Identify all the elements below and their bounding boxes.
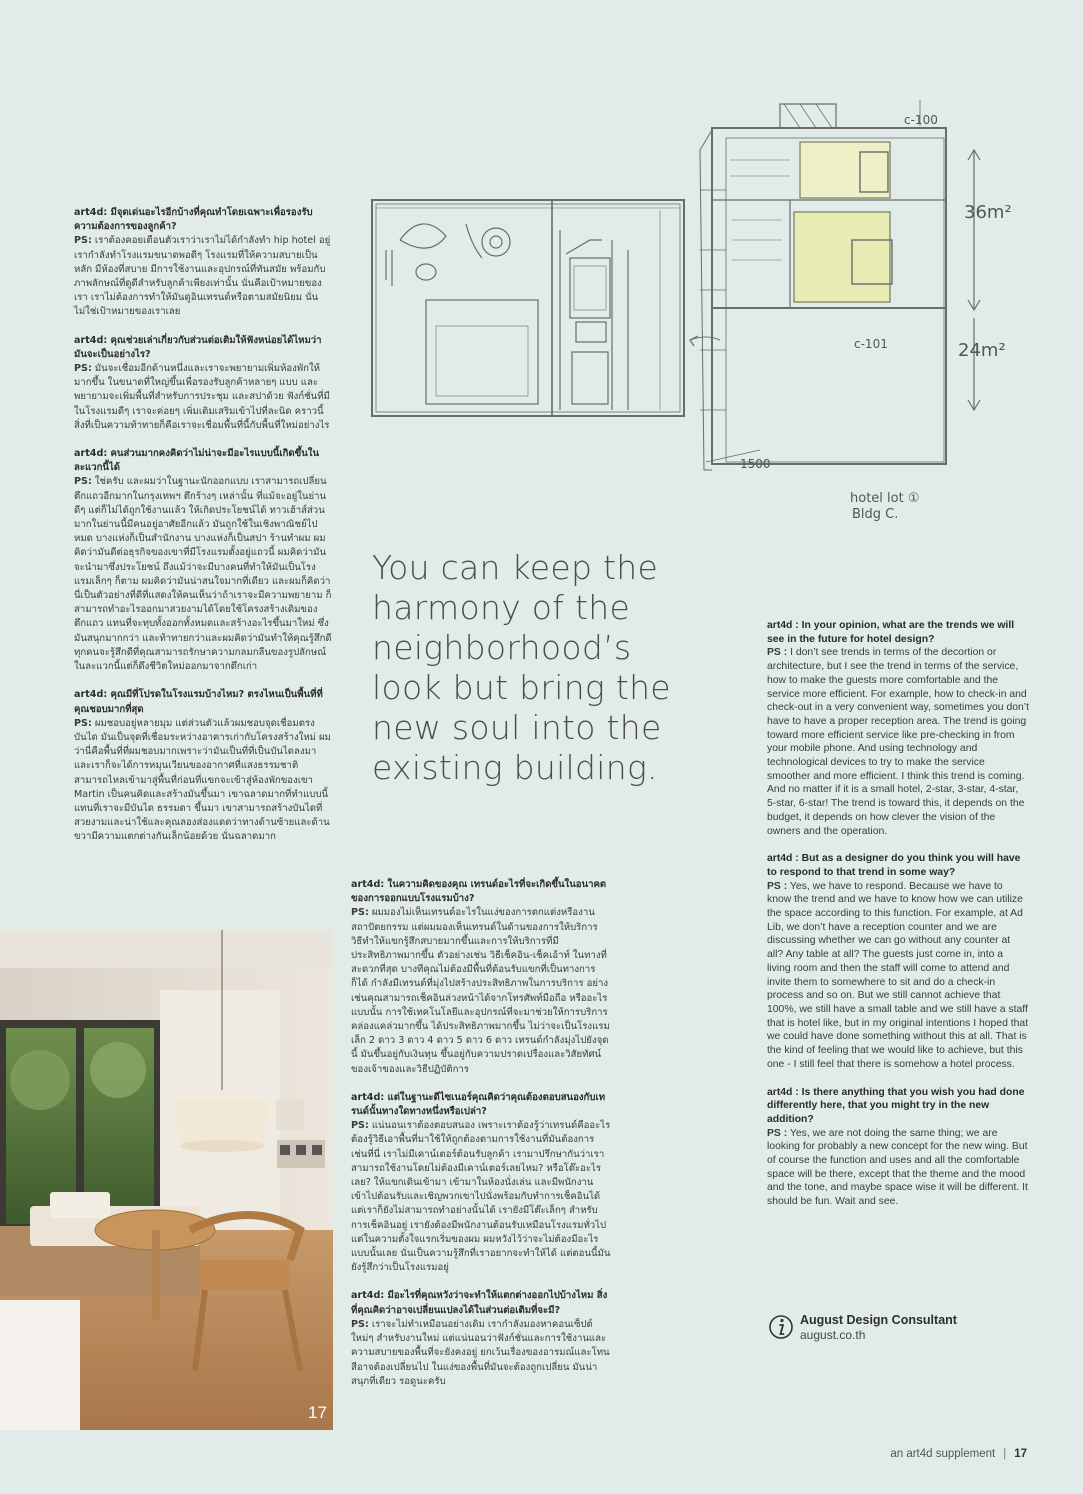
qa-block <box>74 447 332 674</box>
sketch-label-c100: c-100 <box>904 113 938 127</box>
question-text: art4d: แต่ในฐานะดีไซเนอร์คุณคิดว่าคุณต้องตอบสนองกับเทรนด์นั้นทางใดทางหนึ่งหรือเปล่า? <box>351 1091 606 1118</box>
answer-body: เราจะไม่ทำเหมือนอย่างเดิม เรากำลังมองหาคอนเซ็ปต์ใหม่ๆ สำหรับงานใหม่ แต่แน่นอนว่าฟังก์ชั่นและการใช้งานและความสบายของพื้นที่จะยังคงอยู่ ยกเว้นเรื่องของอารมณ์และโทนสีอาจต้องเปลี่ยนไป ในแง่ของพื้นที่มันจะต้องถูกเปลี่ยน มันน่าสนุกที่เดียว รอดูนะครับ <box>351 1318 610 1387</box>
answer-lead: PS : <box>767 880 788 892</box>
answer-lead: PS : <box>767 647 788 659</box>
qa-block <box>351 1289 611 1388</box>
answer-text <box>767 1127 1029 1209</box>
qa-block <box>351 1091 611 1276</box>
question-text: art4d: คนส่วนมากคงคิดว่าไม่น่าจะมีอะไรแบบนี้เกิดขึ้นในละแวกนี้ได้ <box>74 448 320 474</box>
answer-text <box>351 906 611 1076</box>
page-footer <box>890 1448 1027 1460</box>
sketch-caption-bldg: Bldg C. <box>852 507 899 522</box>
answer-text <box>74 475 332 674</box>
qa-block <box>767 1086 1029 1209</box>
answer-lead: PS: <box>351 1120 369 1132</box>
answer-text <box>74 717 332 845</box>
pull-quote: You can keep the harmony of the neighborhood’s look but bring the new soul into the existing building. <box>372 548 671 787</box>
qa-block <box>351 878 611 1077</box>
answer-lead: PS : <box>767 1127 788 1139</box>
answer-body: I don’t see trends in terms of the decortion or architecture, but I see the trend in terms of the service, how to make the guests more comfortable and the service more efficient. For example, how to check-in and check-out in a very convenient way, sometimes you don’t have to have a proper reception area. The trend is going toward more efficient service like pre-checking in from your mobile phone. And using technology and technological devices to try to make the service smoother and more efficient. I think this trend is coming. And no matter if it is a small hotel, 2-star, 3-star, 4-star, 5-star, 6-star! The trend is toward this, it depends on the budget, it depends on how clever the vision of the owners and the operation. <box>767 647 1030 837</box>
answer-lead: PS: <box>351 1318 369 1330</box>
question-text: art4d: ในความคิดของคุณ เทรนด์อะไรที่จะเกิดขึ้นในอนาคตของการออกแบบโรงแรมบ้าง? <box>351 879 607 905</box>
answer-body: ใช่ครับ และผมว่าในฐานะนักออกแบบ เราสามารถเปลี่ยนตึกแถวอีกมากในกรุงเทพฯ ตึกร้างๆ เหล่านั้น ที่แม้จะอยู่ในย่านดีๆ แต่ก็ไม่ได้ถูกใช้งานแล้ว ให้เกิดประโยชน์ได้ ทาวเฮ้าส์ส่วนมากในย่านนี้มีคนอยู่อาศัยอีกแล้ว มันถูกใช้ในเชิงพาณิชย์ไปหมด บางแห่งก็เป็นสำนักงาน บางแห่งก็เป็นสปา ร้านทำผม ผมคิดว่ามันดีต่อธุรกิจของเขาที่มีโรงแรมตั้งอยู่แถวนี้ ผมคิดว่ามันจะนำมาซึ่งประโยชน์ ถึงแม้ว่าจะมีบางคนที่ทำให้มันเป็นโรงแรมเล็กๆ ก็ตาม ผมคิดว่ามันน่าสนใจมากที่เดียว และผมก็คิดว่านี่เป็นตัวอย่างที่ดีที่แสดงให้คนเห็นว่าถ้าเราจะมีความพยายาม ก็สามารถทำอะไรออกมาสวยงามได้โดยใช้โครงสร้างเดิมของตึกแถว แทนที่จะทุบทั้งออกทั้งหมดและสร้างอะไรขึ้นมาใหม่ ซึ่งมันสนุกมากกว่า และท้าทายกว่าและผมคิดว่ามันทำให้คุณรู้สึกดี ทุกคนจะรู้สึกดีที่คุณสามารถรักษาความกลมกลืนของรูปลักษณ์ในละแวกนี้แต่ก็ดึงชีวิตใหม่ออกมาจากตึกเก่า <box>74 476 332 673</box>
footer-separator: | <box>1003 1448 1007 1460</box>
answer-body: มันจะเชื่อมอีกด้านหนึ่งและเราจะพยายามเพิ่มห้องพักให้มากขึ้น ในขนาดที่ใหญ่ขึ้นเพื่อรองรับลูกค้าหลายๆ แบบ และพยายามจะเพิ่มพื้นที่สำหรับการประชุม และสปาด้วย ฟังก์ชั่นที่มีในโรงแรมดีๆ เราจะค่อยๆ เพิ่มเติมเสริมเข้าไปที่ละนิด คราวนี้สิ่งที่เป็นความท้าทายก็คือเราจะเชื่อมพื้นที่นี้กับพื้นที่ใหม่อย่างไร <box>74 363 330 431</box>
qa-block <box>74 688 332 844</box>
qa-block <box>767 619 1029 838</box>
answer-body: Yes, we are not doing the same thing; we are looking for probably a new concept for the new wing. But of course the function and uses and all the comfortable space will be there, except that the theme and the mood and the tone, and maybe space wise it will be different. It should be fun. Wait and see. <box>767 1127 1028 1208</box>
question-text: art4d: คุณมีที่โปรดในโรงแรมบ้างไหม? ตรงไหนเป็นพื้นที่ที่คุณชอบมากที่สุด <box>74 689 323 715</box>
credit-url: august.co.th <box>800 1328 866 1342</box>
answer-body: แน่นอนเราต้องตอบสนอง เพราะเราต้องรู้ว่าเทรนด์คืออะไร ต้องรู้วิธีเอาพื้นที่มาใช้ให้ถูกต้องตามการใช้งานที่มันต้องการ เช่นที่นี่ เราไม่มีเคาน์เตอร์ต้อนรับลูกค้า เรามาปรึกษากันว่าเราสามารถใช้งานโดยไม่ต้องมีเคาน์เตอร์เลยไหม? หรือโต๊ะอะไรเลย? ให้แขกเดินเข้ามา เข้ามาในห้องนั่งเล่น และมีพนักงานเข้าไปต้อนรับและเชิญพวกเขาไปนั่งพร้อมกับทำการเช็คอินได้ แต่เราก็ยังไม่สามารถทำอย่างนั้นได้ เรายังมีโต๊ะเล็กๆ สำหรับการเช็คอินอยู่ เรายังต้องมีพนักงานต้อนรับเหมือนโรงแรมทั่วไป แต่ในความตั้งใจแรกเริ่มของผม ผมหวังไว้ว่าจะไม่ต้องมีอะไรแบบนั้นเลย นั่นเป็นความรู้สึกที่เราอยากจะทำให้ได้ แต่ตอนนี้มันยังรู้สึกว่าเป็นโรงแรมอยู่ <box>351 1120 611 1274</box>
footer-text: an art4d supplement <box>890 1448 996 1460</box>
answer-lead: PS: <box>74 235 92 247</box>
sketch-label-area-bottom: 24m² <box>958 340 1006 361</box>
hotel-room-illustration <box>0 930 333 1430</box>
answer-text <box>74 234 332 319</box>
qa-block <box>767 852 1029 1071</box>
question-text: art4d : But as a designer do you think you will have to respond to that trend in some way? <box>767 853 1021 878</box>
answer-lead: PS: <box>74 363 92 375</box>
qa-block <box>74 334 332 433</box>
sketch-label-1500: 1500 <box>740 457 771 471</box>
left-column <box>74 206 332 845</box>
sketch-caption-hotel-lot: hotel lot ① <box>850 491 920 506</box>
sketch-plan-right <box>690 100 980 470</box>
sketch-label-area-top: 36m² <box>964 202 1012 223</box>
answer-body: เราต้องคอยเตือนตัวเราว่าเราไม่ได้กำลังทำ hip hotel อยู่ เรากำลังทำโรงแรมขนาดพอดีๆ โรงแรมที่ให้ความสบายเป็นหลัก มีห้องที่สบาย มีการใช้งานและอุปกรณ์ที่ทันสมัย พร้อมกับภาพลักษณ์ที่ดูดีสำหรับลูกค้าเพียงเท่านั้น นั่นคือเป้าหมายของเรา เราไม่ต้องการทำให้มันดูอินเทรนด์หรือตามสมัยนิยม นั่นไม่ใช่เป้าหมายของเราเลย <box>74 235 331 318</box>
sketch-label-c101: c-101 <box>854 337 888 351</box>
architectural-sketch <box>360 90 1030 530</box>
question-text: art4d: มีจุดเด่นอะไรอีกบ้างที่คุณทำโดยเฉพาะเพื่อรองรับความต้องการของลูกค้า? <box>74 207 313 233</box>
question-text: art4d : In your opinion, what are the trends we will see in the future for hotel design? <box>767 620 1015 645</box>
photo-page-number: 17 <box>308 1403 327 1422</box>
answer-body: Yes, we have to respond. Because we have to know the trend and we have to know how we can utilize the space according to this function. For example, at Ad Lib, we don’t have a reception counter and we are discussing whether we can go without any counter at all? Any table at all? The guests just come in, into a living room and then the staff will come to attend and invite them to somewhere to sit and do a check-in process and so on. But we still cannot achieve that 100%, we still have a small table and we still have a staff that is hotel like, but in my original intentions I hoped that we could have done something without this at all. That is the kind of feeling that we would like to achieve, but this one - I still feel that there is somehow a hotel process. <box>767 880 1029 1070</box>
answer-body: ผมชอบอยู่หลายมุม แต่ส่วนตัวแล้วผมชอบจุดเชื่อมตรงบันได มันเป็นจุดที่เชื่อมระหว่างอาคารเก่ากับโครงสร้างใหม่ ผมว่านี่คือพื้นที่ที่ผมชอบมากเพราะว่ามันเป็นที่ที่เป็นบันไดลงมาและเราก็จะได้การหมุนเวียนของอากาศที่แสงธรรมชาติสามารถไหลเข้ามาสู่พื้นที่ก่อนที่แขกจะเข้าสู่ห้องพักของเขา Martin เป็นคนคิดและสร้างมันขึ้นมา เขาฉลาดมากที่ทำแบบนี้ แทนที่เราจะมีบันได ธรรมดา ขึ้นมา เขาสามารถสร้างบันไดที่สวยงามและน่าใช้และคุณลองส่องแดดว่าทางด้านซ้ายและด้านขวามีความแตกต่างกันเล็กน้อยด้วย นั่นฉลาดมาก <box>74 717 331 843</box>
english-column <box>767 619 1029 1209</box>
answer-text <box>351 1119 611 1275</box>
hotel-room-photo <box>0 930 333 1430</box>
answer-lead: PS: <box>74 717 92 729</box>
middle-column <box>351 878 611 1389</box>
answer-lead: PS: <box>74 476 92 488</box>
question-text: art4d: มีอะไรที่คุณหวังว่าจะทำให้แตกต่างออกไปบ้างไหม สิ่งที่คุณคิดว่าอาจเปลี่ยนแปลงได้ในส่วนต่อเติมที่จะมี? <box>351 1290 608 1316</box>
sketch-plan-left <box>372 200 684 416</box>
answer-text <box>74 362 332 433</box>
page-number: 17 <box>1014 1448 1027 1460</box>
question-text: art4d : Is there anything that you wish you had done differently here, that you might try in the new addition? <box>767 1086 1025 1125</box>
answer-body: ผมมองไม่เห็นเทรนด์อะไรในแง่ของการตกแต่งหรืองานสถาปัตยกรรม แต่ผมมองเห็นเทรนด์ในด้านของการให้บริการ วิธีทำให้แขกรู้สึกสบายมากขึ้นและการให้บริการที่มีประสิทธิภาพมากขึ้น ตัวอย่างเช่น วิธีเช็คอิน-เช็คเอ้าท์ ในทางที่สะดวกที่สุด บางทีคุณไม่ต้องมีพื้นที่ต้อนรับแขกที่เป็นทางการก็ได้ กำลังมีเทรนด์ที่มุ่งไปสร้างประสิทธิภาพในการบริการ อย่างเช่นคุณสามารถเช็คอินล่วงหน้าได้จากโทรศัพท์มือถือ หรืออะไรแบบนั้น การใช้เทคโนโลยีและอุปกรณ์ที่จะมาช่วยให้การบริการคล่องแคล่วมากขึ้น ได้ประสิทธิภาพมากขึ้น ไม่ว่าจะเป็นโรงแรมเล็ก 2 ดาว 3 ดาว 4 ดาว 5 ดาว 6 ดาว เทรนด์กำลังมุ่งไปยังจุดนี้ มันขึ้นอยู่กับเงินทุน ขึ้นอยู่กับความปราดเปรื่องและวิสัยทัศน์ของเจ้าของและวิธีปฏิบัติการ <box>351 907 610 1075</box>
question-text: art4d: คุณช่วยเล่าเกี่ยวกับส่วนต่อเติมให้ฟังหน่อยได้ไหมว่ามันจะเป็นอย่างไร? <box>74 334 322 360</box>
answer-text <box>767 880 1029 1072</box>
i-circle-icon <box>768 1312 794 1342</box>
answer-text <box>767 646 1029 838</box>
credit-name: August Design Consultant <box>800 1313 957 1327</box>
qa-block <box>74 206 332 320</box>
answer-text <box>351 1318 611 1389</box>
designer-credit <box>768 1312 1028 1346</box>
answer-lead: PS: <box>351 907 369 919</box>
